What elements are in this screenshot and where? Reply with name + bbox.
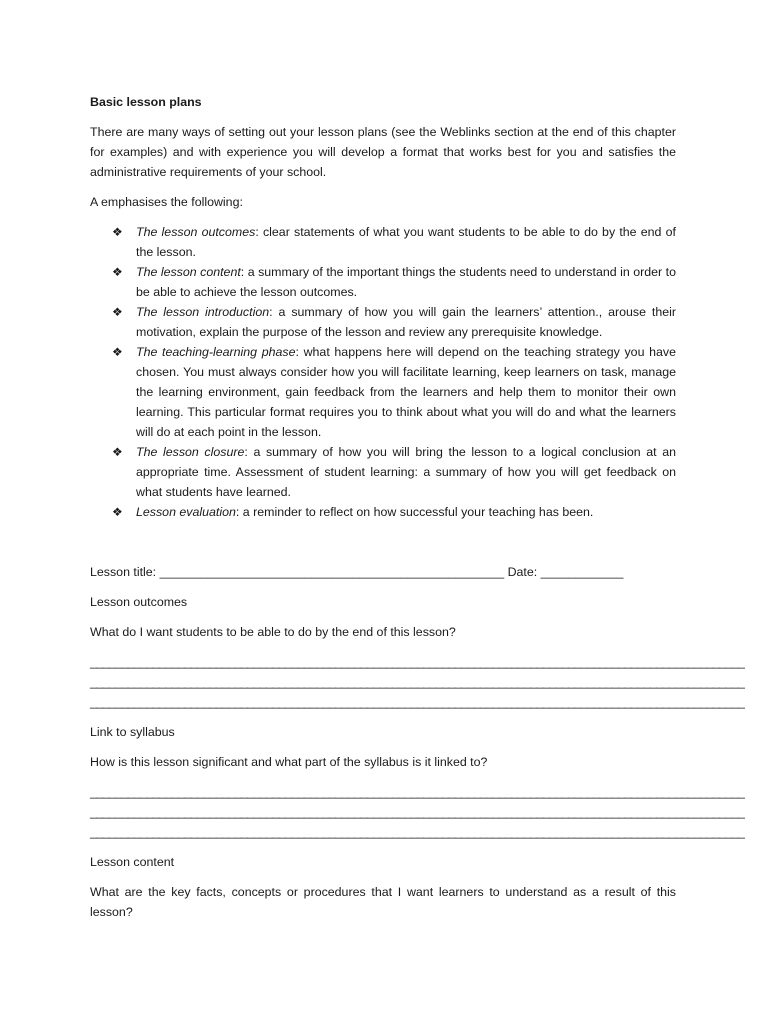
answer-lines-outcomes [90, 652, 745, 712]
diamond-bullet-icon: ❖ [112, 265, 123, 279]
bullet-term: The lesson content [136, 265, 241, 279]
bullet-term: The lesson closure [136, 445, 245, 459]
list-item [90, 222, 676, 262]
lesson-title-line [90, 562, 676, 582]
bullet-term: The teaching-learning phase [136, 345, 296, 359]
lesson-plan-form [90, 562, 745, 922]
section-heading-syllabus: Link to syllabus [90, 725, 175, 739]
list-item [90, 502, 676, 522]
answer-line: ________________________________________________________________________________________________________ [90, 675, 745, 689]
date-label: Date: [504, 565, 541, 579]
bullet-text: : a summary of the important things the students need to understand in order to be able to achieve the lesson outcomes. [136, 265, 676, 299]
answer-line: ________________________________________________________________________________________________________ [90, 655, 745, 669]
emphasis-list [90, 222, 676, 522]
list-item [90, 342, 676, 442]
date-blank: ____________ [540, 565, 624, 579]
diamond-bullet-icon: ❖ [112, 345, 123, 359]
answer-lines-syllabus [90, 782, 745, 842]
lesson-title-label: Lesson title: [90, 565, 160, 579]
section-heading-outcomes: Lesson outcomes [90, 595, 188, 609]
document-title: Basic lesson plans [90, 95, 202, 109]
section-question-syllabus: How is this lesson significant and what part of the syllabus is it linked to? [90, 755, 488, 769]
diamond-bullet-icon: ❖ [112, 225, 123, 239]
document-page [90, 92, 745, 932]
list-item [90, 262, 676, 302]
bullet-term: The lesson outcomes [136, 225, 256, 239]
bullet-text: : clear statements of what you want students to be able to do by the end of the lesson. [136, 225, 676, 259]
bullet-text: : a reminder to reflect on how successful your teaching has been. [235, 505, 594, 519]
bullet-text: : what happens here will depend on the teaching strategy you have chosen. You must always consider how you will facilitate learning, keep learners on task, manage the learning environment, gain feedback from the learners and help them to monitor their own learning. This particular format requires you to think about what you will do and what the learners will do at each point in the lesson. [136, 345, 676, 439]
emphasis-intro: A emphasises the following: [90, 195, 243, 209]
list-item [90, 302, 676, 342]
section-question-outcomes: What do I want students to be able to do by the end of this lesson? [90, 625, 456, 639]
diamond-bullet-icon: ❖ [112, 305, 123, 319]
answer-line: ________________________________________________________________________________________________________ [90, 805, 745, 819]
lesson-title-blank: __________________________________________________ [159, 565, 505, 579]
section-heading-content: Lesson content [90, 855, 175, 869]
list-item [90, 442, 676, 502]
bullet-text: : a summary of how you will gain the learners’ attention., arouse their motivation, explain the purpose of the lesson and review any prerequisite knowledge. [136, 305, 676, 339]
section-question-content: What are the key facts, concepts or procedures that I want learners to understand as a result of this lesson? [90, 885, 676, 919]
answer-line: ________________________________________________________________________________________________________ [90, 825, 745, 839]
intro-paragraph: There are many ways of setting out your lesson plans (see the Weblinks section at the end of this chapter for examples) and with experience you will develop a format that works best for you and satisfies the administrative requirements of your school. [90, 125, 676, 179]
diamond-bullet-icon: ❖ [112, 505, 123, 519]
answer-line: ________________________________________________________________________________________________________ [90, 695, 745, 709]
bullet-term: The lesson introduction [136, 305, 270, 319]
bullet-text: : a summary of how you will bring the lesson to a logical conclusion at an appropriate time. Assessment of student learning: a summary of how you will get feedback on what students have learned. [136, 445, 676, 499]
bullet-term: Lesson evaluation [136, 505, 236, 519]
answer-line: ________________________________________________________________________________________________________ [90, 785, 745, 799]
diamond-bullet-icon: ❖ [112, 445, 123, 459]
